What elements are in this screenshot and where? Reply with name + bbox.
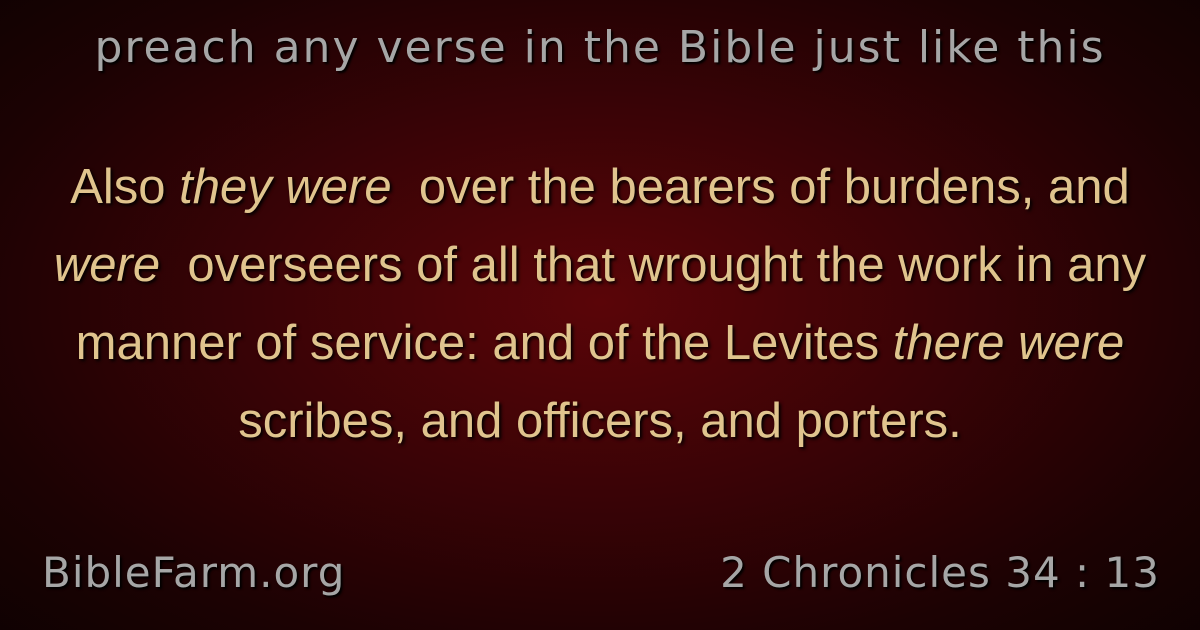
verse-segment-italic: there were: [892, 316, 1125, 370]
verse-segment: Also: [70, 160, 180, 214]
site-name: BibleFarm.org: [42, 548, 346, 597]
verse-segment: scribes, and officers, and porters.: [238, 316, 1152, 448]
verse-reference: 2 Chronicles 34 : 13: [720, 548, 1160, 597]
verse-segment: overseers of all that wrought the work in any manner of service: and of the Levites: [75, 238, 1160, 370]
verse-segment: over the bearers of burdens, and: [391, 160, 1144, 214]
verse-segment-italic: were: [53, 238, 161, 292]
verse-text: [40, 148, 1160, 460]
header-caption: preach any verse in the Bible just like this: [94, 22, 1106, 73]
verse-segment-italic: they were: [179, 160, 392, 214]
